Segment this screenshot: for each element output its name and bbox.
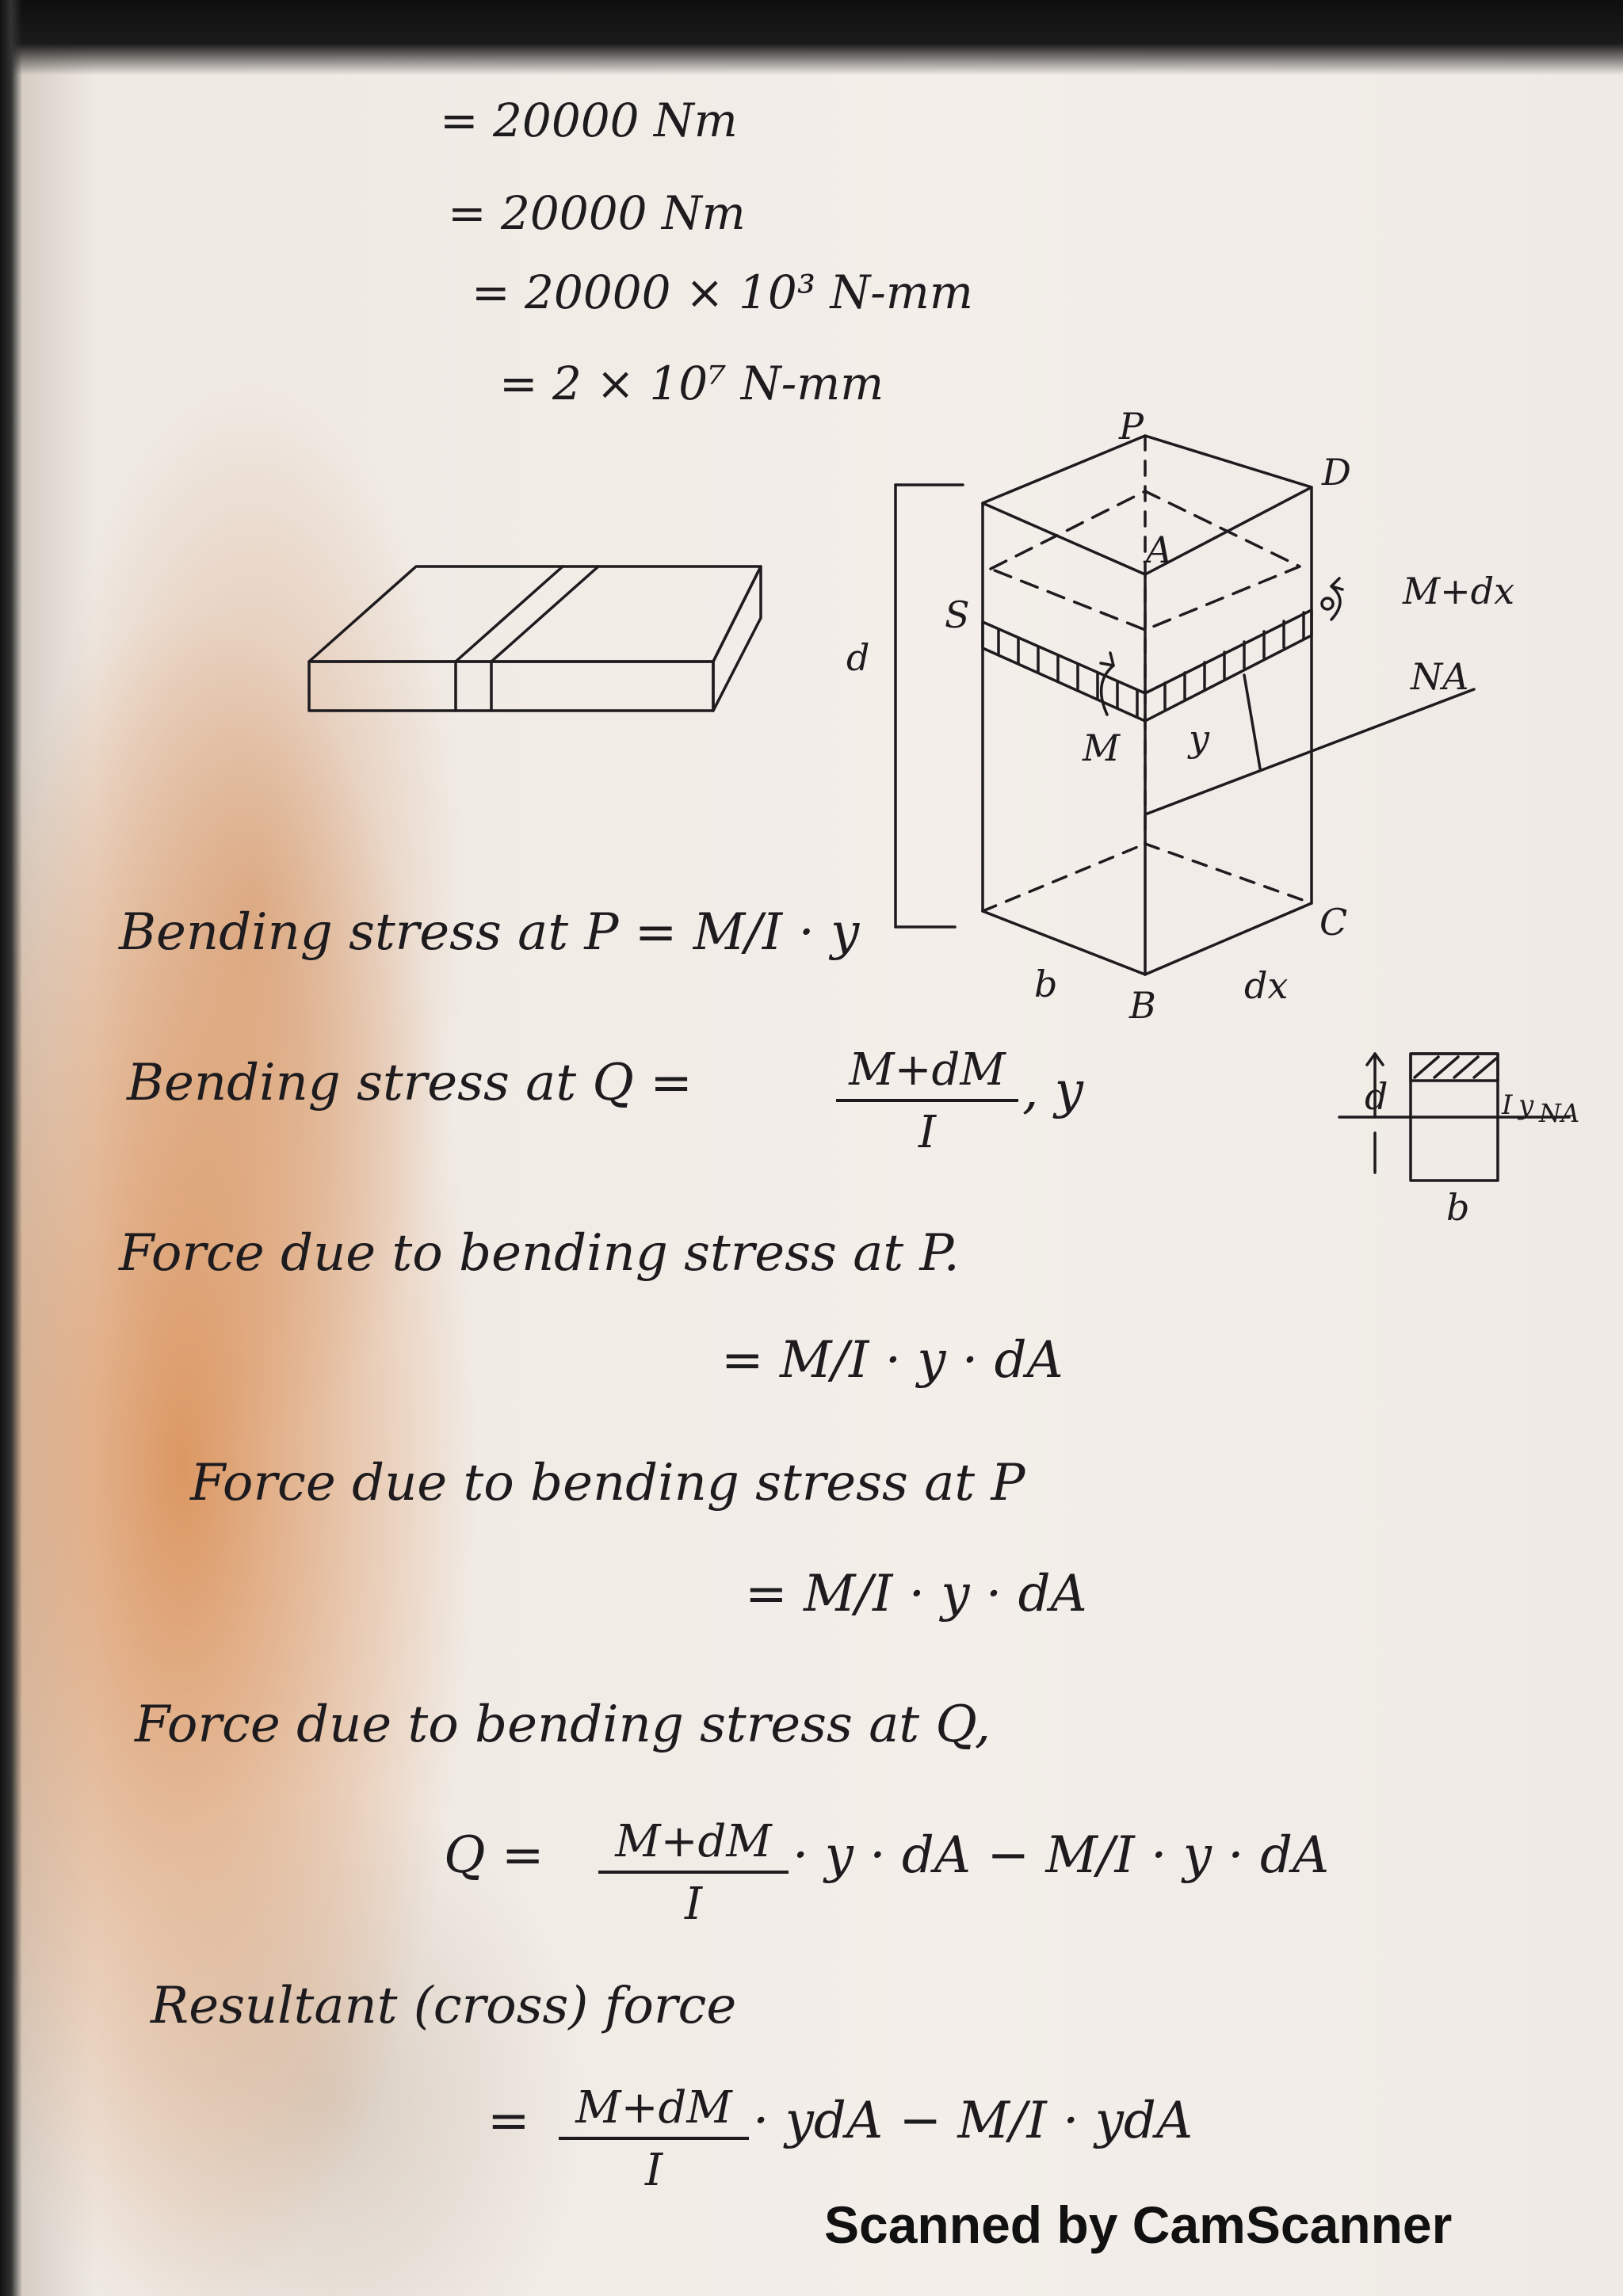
moment-arrowhead <box>1331 578 1342 589</box>
plank-top-face <box>309 566 761 662</box>
plank-sketch <box>301 523 785 713</box>
hatched-strip <box>983 610 1312 721</box>
force-at-p-heading-2: Force due to bending stress at P <box>190 1454 1025 1512</box>
resultant-force-heading: Resultant (cross) force <box>151 1977 737 2035</box>
point-q-marker <box>1322 598 1333 609</box>
notebook-binding-shadow <box>0 0 1623 75</box>
fraction-bar <box>836 1099 1018 1102</box>
page-edge-shadow <box>0 0 22 2296</box>
y-dimension-line <box>1244 675 1260 769</box>
force-at-p-equation-1: = M/I · y · dA <box>721 1331 1064 1390</box>
fraction-m-plus-dm-over-i <box>836 1044 1018 1158</box>
label-y: y <box>1189 717 1209 760</box>
fraction-numerator: M+dM <box>575 2082 732 2134</box>
label-dx: dx <box>1244 964 1289 1007</box>
resultant-equals: = <box>487 2092 530 2150</box>
section-label-b: b <box>1446 1186 1470 1229</box>
plank-front-face <box>309 662 713 711</box>
section-label-i: I <box>1502 1089 1513 1121</box>
plank-side-face <box>713 566 761 711</box>
beam-element-diagram <box>846 405 1569 1027</box>
fraction-m-plus-dm-over-i <box>559 2082 749 2196</box>
label-d-corner: D <box>1322 451 1351 494</box>
fraction-numerator: M+dM <box>849 1044 1006 1096</box>
label-m-dx: M+dx <box>1403 570 1515 612</box>
force-at-q-lhs: Q = <box>444 1826 544 1885</box>
label-b-corner: B <box>1129 984 1156 1027</box>
label-c: C <box>1319 901 1348 944</box>
resultant-rhs: · ydA − M/I · ydA <box>753 2092 1193 2150</box>
moment-arrowhead <box>1101 653 1113 666</box>
bending-stress-at-q-label: Bending stress at Q = <box>127 1054 693 1112</box>
fraction-bar <box>598 1871 789 1874</box>
label-b-width: b <box>1034 963 1058 1005</box>
fraction-numerator: M+dM <box>615 1816 772 1867</box>
fraction-denominator: I <box>684 1878 703 1930</box>
edge-line <box>983 911 1145 974</box>
camscanner-watermark: Scanned by CamScanner <box>824 2195 1453 2254</box>
calc-line-3: = 20000 × 10³ N-mm <box>472 265 973 319</box>
fraction-m-plus-dm-over-i <box>598 1816 789 1930</box>
fraction-denominator: I <box>918 1107 937 1158</box>
bending-stress-at-q-y: , y <box>1022 1062 1083 1120</box>
force-at-p-equation-2: = M/I · y · dA <box>745 1565 1087 1623</box>
calc-line-4: = 2 × 10⁷ N-mm <box>499 357 884 410</box>
label-a: A <box>1146 528 1173 571</box>
bending-stress-at-p: Bending stress at P = M/I · y <box>119 903 860 962</box>
label-m: M <box>1083 727 1121 769</box>
force-at-q-heading: Force due to bending stress at Q, <box>135 1695 991 1754</box>
label-p: P <box>1119 405 1144 448</box>
label-d: d <box>846 636 870 679</box>
label-s: S <box>945 593 970 636</box>
force-at-q-rhs: · y · dA − M/I · y · dA <box>792 1826 1330 1885</box>
cross-section-diagram <box>1339 1046 1623 1228</box>
calc-line-2: = 20000 Nm <box>448 186 746 240</box>
section-label-d: d <box>1365 1075 1388 1118</box>
label-na: NA <box>1411 655 1469 698</box>
hidden-edge <box>983 844 1145 911</box>
fraction-denominator: I <box>644 2145 663 2196</box>
fraction-bar <box>559 2137 749 2140</box>
section-label-na: NA <box>1539 1098 1580 1128</box>
calc-line-1: = 20000 Nm <box>440 93 738 147</box>
section-label-y: y <box>1518 1089 1534 1121</box>
hidden-edge <box>1145 844 1312 903</box>
force-at-p-heading-1: Force due to bending stress at P. <box>119 1224 960 1283</box>
